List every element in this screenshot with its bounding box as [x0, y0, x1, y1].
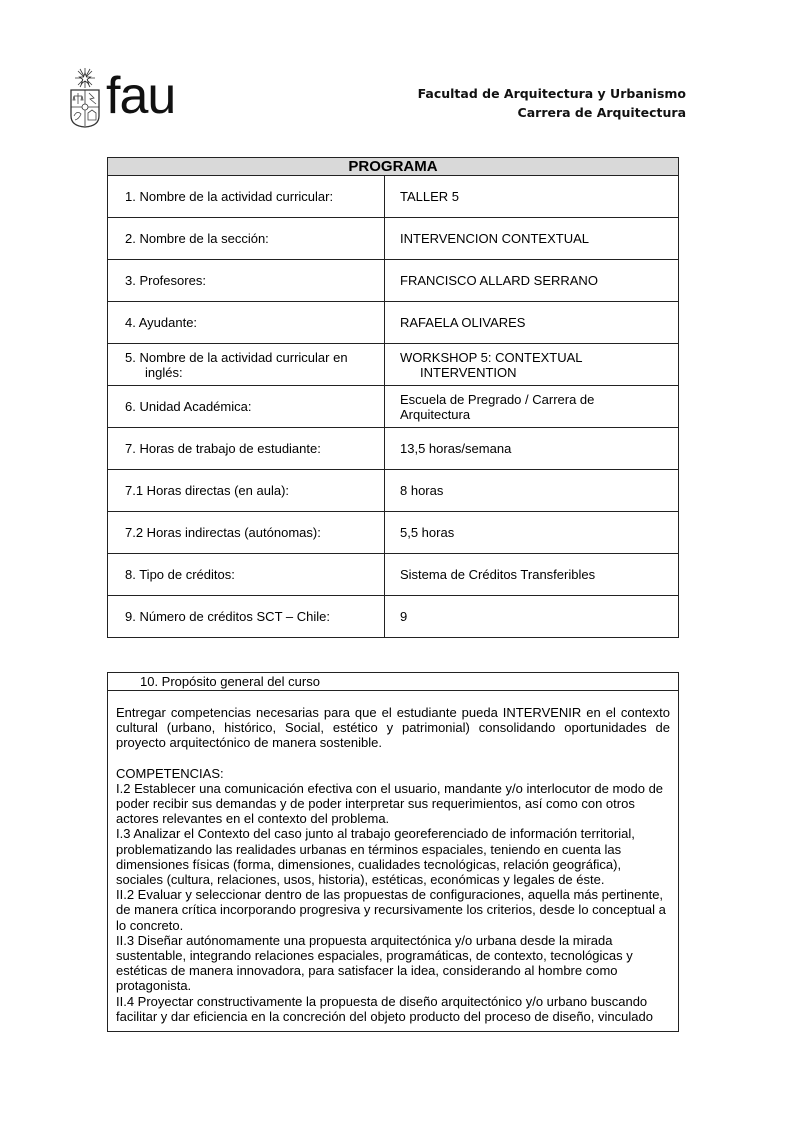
table-row	[108, 218, 679, 260]
table-row	[108, 302, 679, 344]
competencia-item: I.2 Establecer una comunicación efectiva con el usuario, mandante y/o interlocutor de modo de poder recibir sus demandas y de poder interpretar sus requerimientos, así como con otros actores relevantes en el contexto del problema.	[116, 780, 664, 827]
row-label: 4. Ayudante:	[108, 302, 385, 344]
row-value: 8 horas	[385, 470, 679, 512]
row-value-line1: Escuela de Pregrado / Carrera de	[400, 391, 595, 407]
table-row	[108, 512, 679, 554]
row-label: 3. Profesores:	[108, 260, 385, 302]
row-label: 8. Tipo de créditos:	[108, 554, 385, 596]
table-row	[108, 260, 679, 302]
row-value-line2: INTERVENTION	[420, 364, 517, 380]
table-row	[108, 596, 679, 638]
row-value: FRANCISCO ALLARD SERRANO	[385, 260, 679, 302]
row-value: TALLER 5	[385, 176, 679, 218]
table-row	[108, 386, 679, 428]
row-value: INTERVENCION CONTEXTUAL	[385, 218, 679, 260]
row-label: 9. Número de créditos SCT – Chile:	[108, 596, 385, 638]
programa-title: PROGRAMA	[108, 158, 679, 176]
career-name: Carrera de Arquitectura	[517, 105, 686, 120]
competencia-item: II.2 Evaluar y seleccionar dentro de las propuestas de configuraciones, aquella más pertinente, de manera crítica incorporando progresiva y recursivamente los criterios, desde lo conceptual a lo concreto.	[116, 887, 666, 933]
faculty-name: Facultad de Arquitectura y Urbanismo	[417, 86, 686, 101]
row-label: 7. Horas de trabajo de estudiante:	[108, 428, 385, 470]
competencia-item: II.4 Proyectar constructivamente la propuesta de diseño arquitectónico y/o urbano buscando facilitar y dar eficiencia en la concreción del objeto producto del proceso de diseño, vinculado	[116, 993, 653, 1024]
table-row	[108, 428, 679, 470]
row-value: 9	[385, 596, 679, 638]
purpose-body	[108, 691, 678, 1024]
table-row	[108, 176, 679, 218]
row-label	[108, 344, 385, 386]
purpose-intro: Entregar competencias necesarias para que el estudiante pueda INTERVENIR en el contexto cultural (urbano, histórico, Social, estético y patrimonial) consolidando oportunidades de proyecto arquitectónico de manera sostenible.	[116, 705, 670, 751]
fau-logo	[68, 66, 184, 128]
row-label: 7.1 Horas directas (en aula):	[108, 470, 385, 512]
fau-logo-text: fau	[106, 67, 176, 125]
purpose-section	[107, 672, 679, 1032]
competencias-label: COMPETENCIAS:	[116, 765, 224, 781]
row-label: 1. Nombre de la actividad curricular:	[108, 176, 385, 218]
competencia-item: II.3 Diseñar autónomamente una propuesta arquitectónica y/o urbana desde la mirada sustentable, integrando relaciones espaciales, programáticas, de contexto, tecnológicas y estéticas de manera innovadora, para satisfacer la idea, considerando al hombre como protagonista.	[116, 932, 633, 994]
row-value: 13,5 horas/semana	[385, 428, 679, 470]
row-label-line2: inglés:	[145, 364, 183, 380]
document-header	[418, 84, 686, 122]
purpose-heading: 10. Propósito general del curso	[108, 673, 678, 691]
row-label-line1: 5. Nombre de la actividad curricular en	[125, 349, 348, 365]
row-value: Sistema de Créditos Transferibles	[385, 554, 679, 596]
row-value: RAFAELA OLIVARES	[385, 302, 679, 344]
row-value: 5,5 horas	[385, 512, 679, 554]
row-value-line2: Arquitectura	[400, 406, 471, 422]
row-value	[385, 386, 679, 428]
competencia-item: I.3 Analizar el Contexto del caso junto al trabajo georeferenciado de información territorial, problematizando las realidades urbanas en términos espaciales, teniendo en cuenta las dimensiones físicas (forma, dimensiones, cualidades tecnológicas, relación geográfica), sociales (cultura, relaciones, usos, historia), estéticas, económicas y legales de éste.	[116, 826, 635, 888]
table-row	[108, 554, 679, 596]
programa-table	[107, 157, 679, 638]
row-label: 7.2 Horas indirectas (autónomas):	[108, 512, 385, 554]
row-value-line1: WORKSHOP 5: CONTEXTUAL	[400, 349, 583, 365]
row-label: 2. Nombre de la sección:	[108, 218, 385, 260]
table-row	[108, 344, 679, 386]
row-label: 6. Unidad Académica:	[108, 386, 385, 428]
university-crest-icon	[68, 66, 102, 128]
row-value	[385, 344, 679, 386]
table-row	[108, 470, 679, 512]
